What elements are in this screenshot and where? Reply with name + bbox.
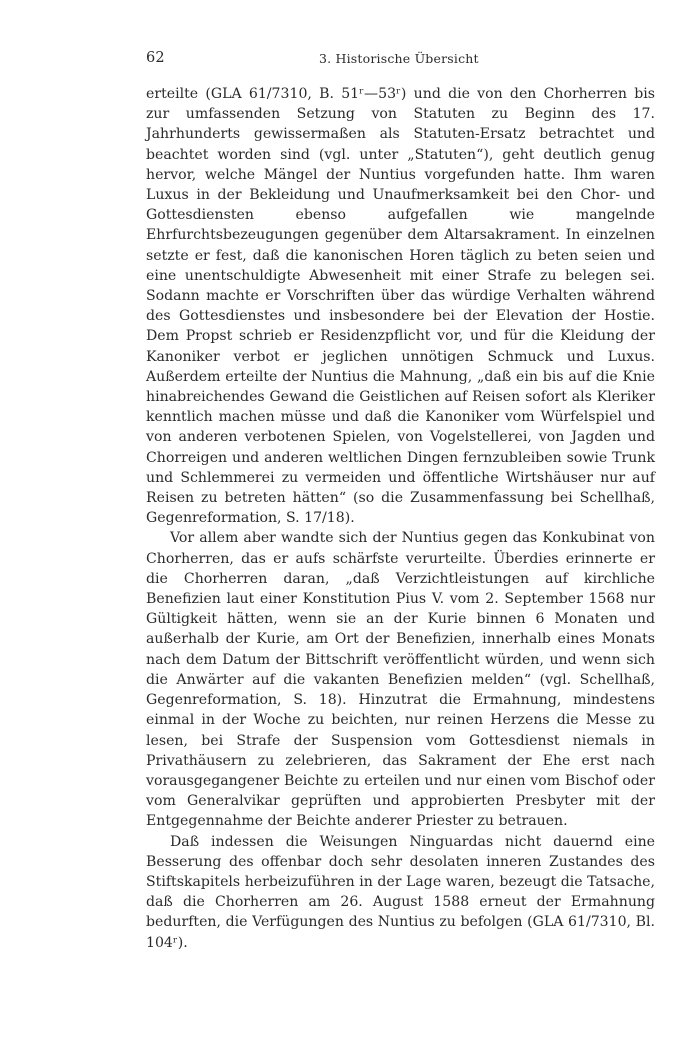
running-title: 3. Historische Übersicht	[319, 51, 479, 66]
running-head	[146, 50, 556, 70]
paragraph: Daß indessen die Weisungen Ninguardas nicht dauernd eine Besserung des offenbar doch sehr desolaten inneren Zustandes des Stiftskapitels herbeizuführen in der Lage waren, bezeugt die Tatsache, daß die Chorherren am 26. August 1588 erneut der Ermahnung bedurften, die Verfügungen des Nuntius zu befolgen (GLA 61/7310, Bl. 104ʳ).	[146, 833, 655, 951]
page-number: 62	[146, 50, 165, 66]
paragraph: erteilte (GLA 61/7310, B. 51ʳ—53ʳ) und die von den Chorherren bis zur umfassenden Setzung von Statuten zu Beginn des 17. Jahrhunderts gewissermaßen als Statuten-Ersatz betrachtet und beachtet worden sind (vgl. unter „Statuten“), geht deutlich genug hervor, welche Mängel der Nuntius vorgefunden hatte. Ihm waren Luxus in der Bekleidung und Unaufmerksamkeit bei den Chor- und Gottesdiensten ebenso aufgefallen wie mangelnde Ehrfurchtsbezeugungen gegenüber dem Altarsakrament. In einzelnen setzte er fest, daß die kanonischen Horen täglich zu beten seien und eine unentschuldigte Abwesenheit mit einer Strafe zu belegen sei. Sodann machte er Vorschriften über das würdige Verhalten während des Gottesdienstes und insbesondere bei der Elevation der Hostie. Dem Propst schrieb er Residenzpflicht vor, und für die Kleidung der Kanoniker verbot er jeglichen unnötigen Schmuck und Luxus. Außerdem erteilte der Nuntius die Mahnung, „daß ein bis auf die Knie hinabreichendes Gewand die Geistlichen auf Reisen sofort als Kleriker kenntlich machen müsse und daß die Kanoniker vom Würfelspiel und von anderen verbotenen Spielen, von Vogelstellerei, von Jagden und Chorreigen und anderen weltlichen Dingen fernzubleiben sowie Trunk und Schlemmerei zu vermeiden und öffentliche Wirtshäuser nur auf Reisen zu betreten hätten“ (so die Zusammenfassung bei Schellhaß, Gegenreformation, S. 17/18).	[146, 86, 655, 527]
body-text	[146, 84, 655, 953]
paragraph: Vor allem aber wandte sich der Nuntius gegen das Konkubinat von Chorherren, das er aufs schärfste verurteilte. Überdies erinnerte er die Chorherren daran, „daß Verzichtleistungen auf kirchliche Benefizien laut einer Konstitution Pius V. vom 2. September 1568 nur Gültigkeit hätten, wenn sie an der Kurie binnen 6 Monaten und außerhalb der Kurie, am Ort der Benefizien, innerhalb eines Monats nach dem Datum der Bittschrift veröffentlicht würden, und wenn sich die Anwärter auf die vakanten Benefizien melden“ (vgl. Schellhaß, Gegenreformation, S. 18). Hinzutrat die Ermahnung, mindestens einmal in der Woche zu beichten, nur reinen Herzens die Messe zu lesen, bei Strafe der Suspension vom Gottesdienst niemals in Privathäusern zu zelebrieren, das Sakrament der Ehe erst nach vorausgegangener Beichte zu erteilen und nur einen vom Bischof oder vom Generalvikar geprüften und approbierten Presbyter mit der Entgegennahme der Beichte anderer Priester zu betrauen.	[146, 530, 655, 830]
